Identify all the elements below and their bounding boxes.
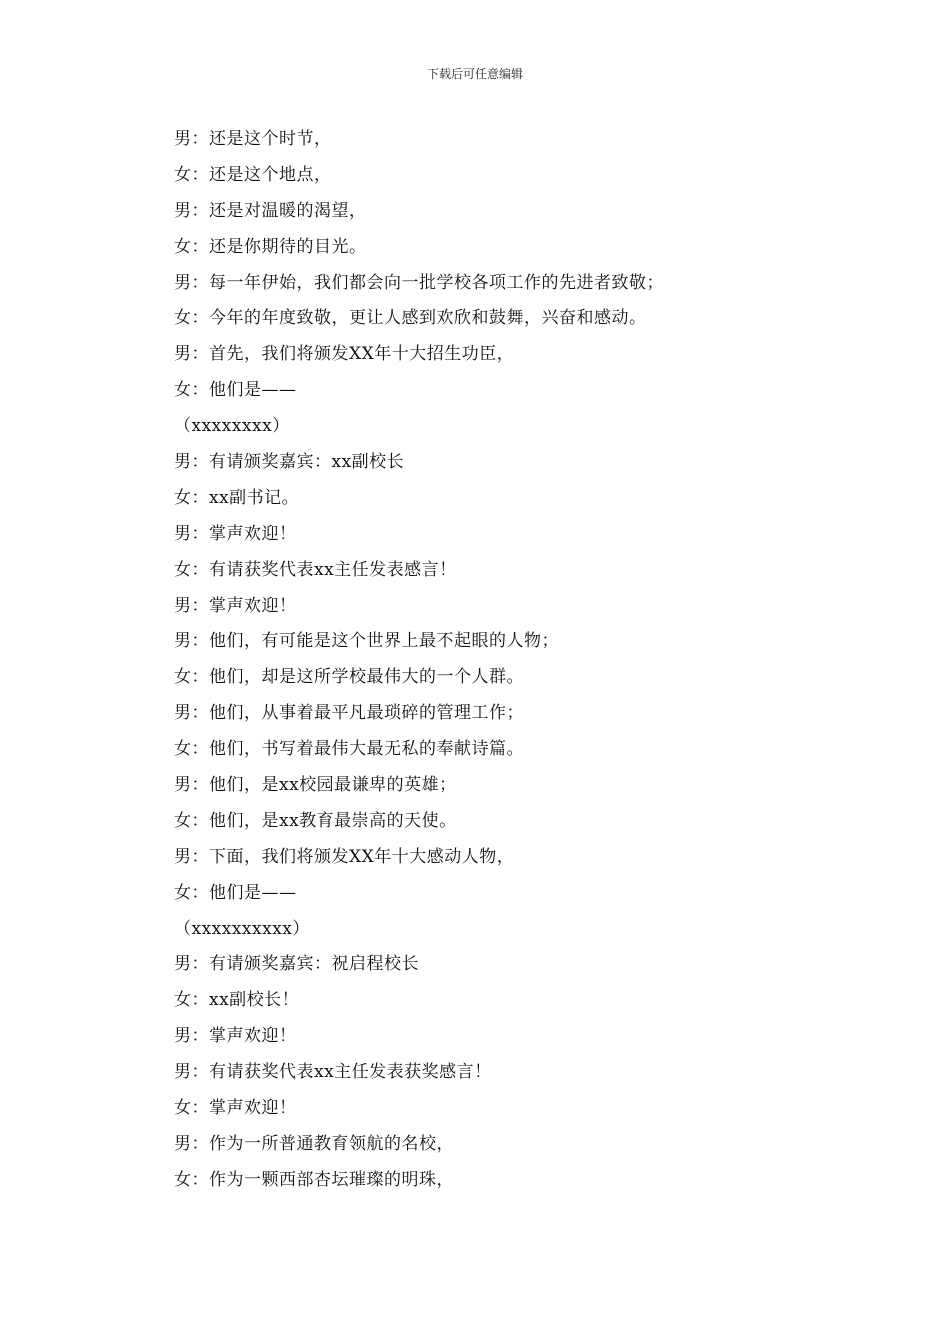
dialogue-line: 女：xx副书记。 [174,487,300,508]
dialogue-line: 男：掌声欢迎！ [174,595,297,616]
dialogue-line: 女：他们是—— [174,380,297,401]
dialogue-line: 男：他们，是xx校园最谦卑的英雄； [174,775,457,796]
dialogue-line: 男：还是这个时节， [174,129,332,149]
dialogue-line: 男：掌声欢迎！ [174,523,297,544]
dialogue-line: 男：有请颁奖嘉宾：祝启程校长 [174,954,419,975]
dialogue-line: 女：还是你期待的目光。 [174,236,367,257]
dialogue-line: 女：他们，是xx教育最崇高的天使。 [174,810,457,831]
dialogue-line: 男：还是对温暖的渴望， [174,200,367,221]
dialogue-line: 男：他们，有可能是这个世界上最不起眼的人物； [174,631,559,652]
dialogue-line: 男：有请颁奖嘉宾：xx副校长 [174,452,405,473]
dialogue-line: 男：每一年伊始，我们都会向一批学校各项工作的先进者致敬； [174,272,664,293]
dialogue-line: 女：掌声欢迎！ [174,1098,297,1119]
dialogue-line: 男：有请获奖代表xx主任发表获奖感言！ [174,1062,492,1083]
dialogue-line: 男：下面，我们将颁发XX年十大感动人物， [174,846,515,867]
dialogue-line: 男：首先，我们将颁发XX年十大招生功臣， [174,344,515,365]
dialogue-line: 女：他们，却是这所学校最伟大的一个人群。 [174,667,524,688]
dialogue-line: （xxxxxxxxxx） [174,918,310,939]
dialogue-line: 女：作为一颗西部杏坛璀璨的明珠， [174,1169,454,1190]
dialogue-script [174,122,794,1199]
dialogue-line: 女：他们，书写着最伟大最无私的奉献诗篇。 [174,739,524,760]
page-header: 下载后可任意编辑 [426,67,523,81]
dialogue-line: 女：还是这个地点， [174,164,332,185]
dialogue-line: 女：有请获奖代表xx主任发表感言！ [174,559,457,580]
dialogue-line: 女：xx副校长！ [174,990,300,1011]
dialogue-line: （xxxxxxxx） [174,416,290,437]
dialogue-line: 男：作为一所普通教育领航的名校， [174,1133,454,1154]
dialogue-line: 男：他们，从事着最平凡最琐碎的管理工作； [174,703,524,724]
dialogue-line: 男：掌声欢迎！ [174,1026,297,1047]
dialogue-line: 女：他们是—— [174,882,297,903]
dialogue-line: 女：今年的年度致敬，更让人感到欢欣和鼓舞，兴奋和感动。 [174,308,647,329]
